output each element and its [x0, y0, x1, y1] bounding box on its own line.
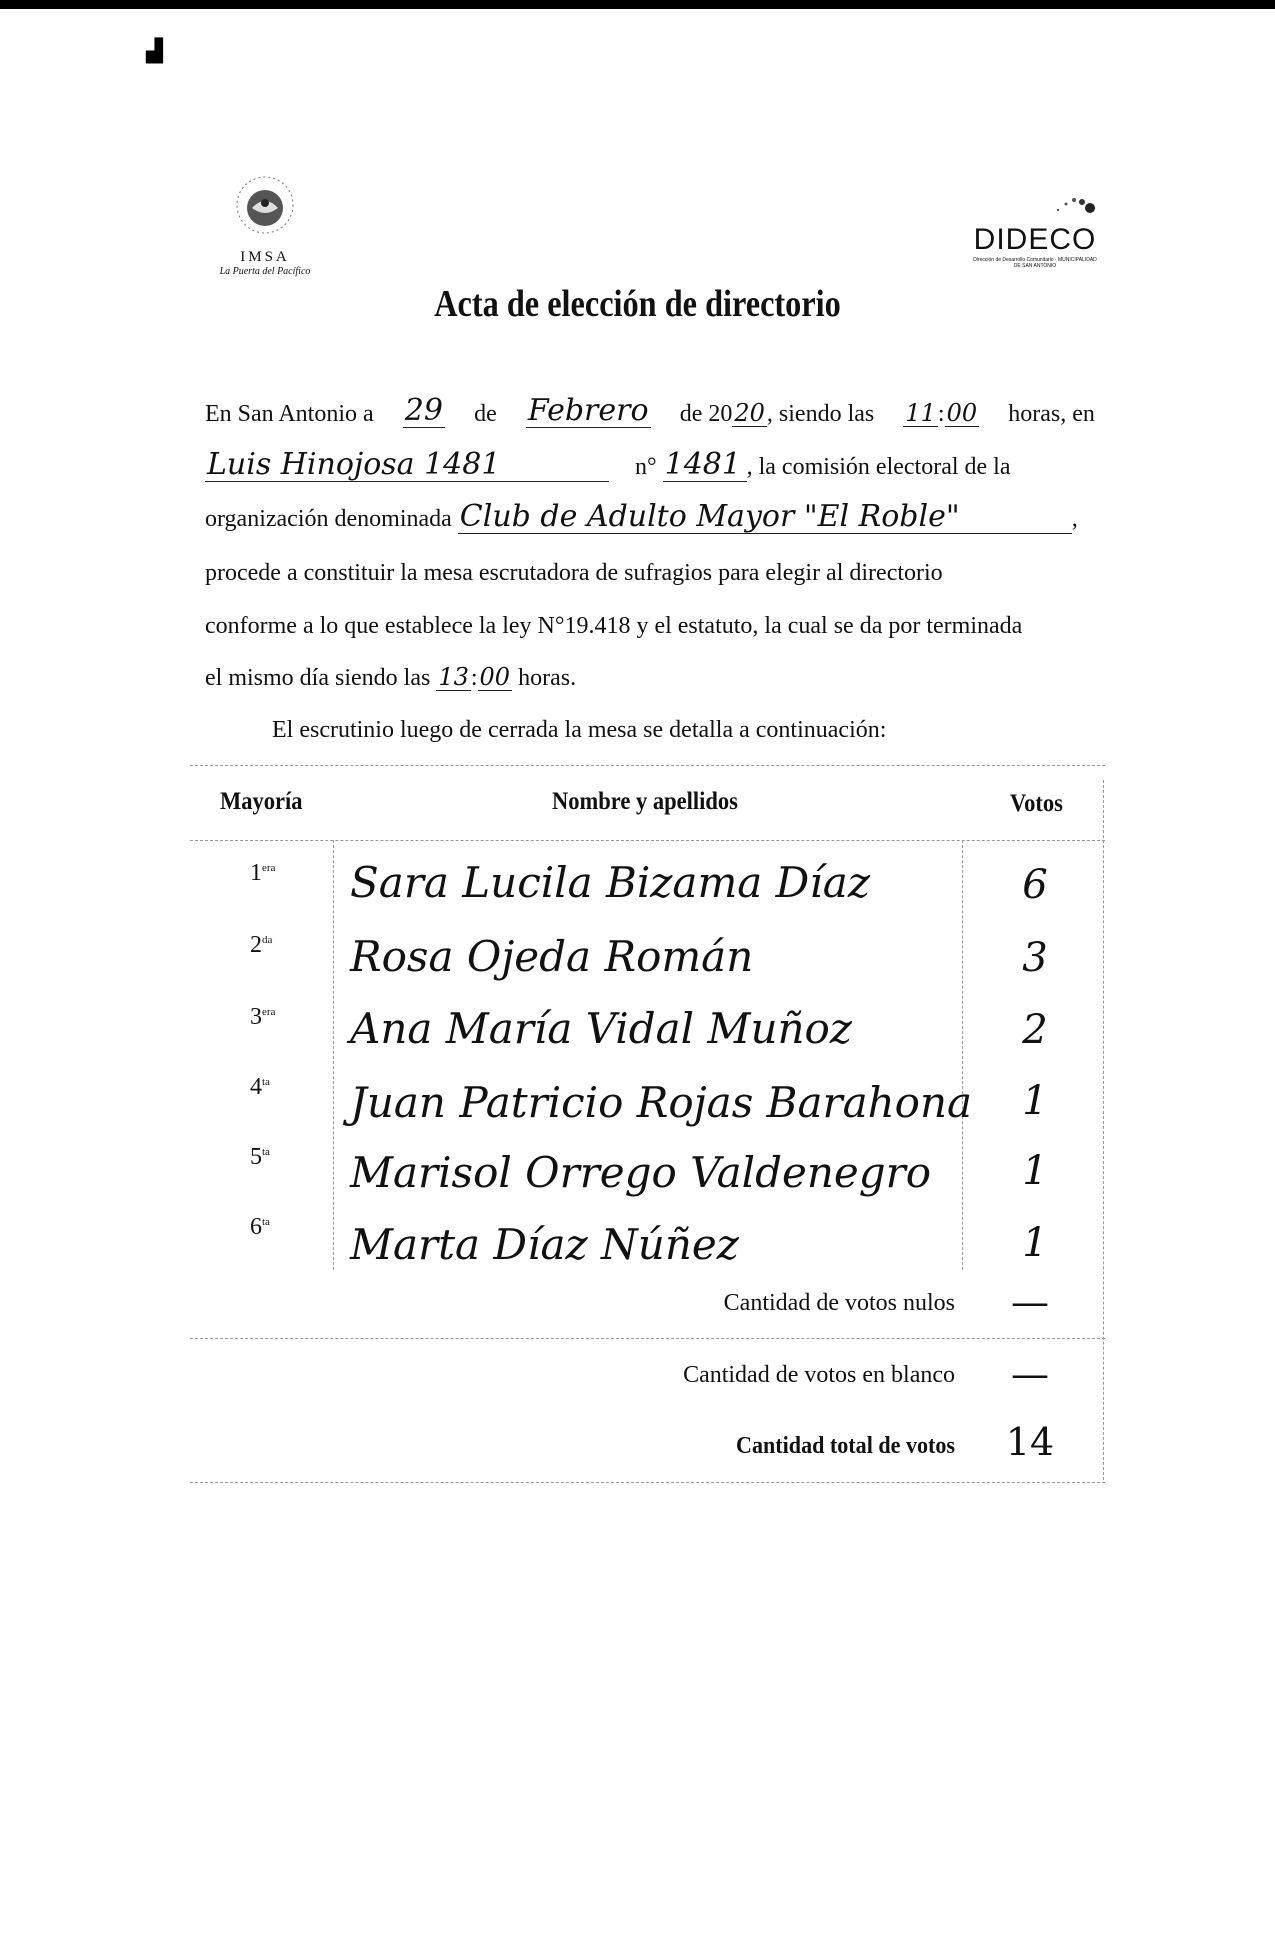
row-rank: $4^{ta}$ [250, 1074, 270, 1100]
dideco-subtitle: Dirección de Desarrollo Comunitario · MUNICIPALIDAD DE SAN ANTONIO [973, 257, 1097, 269]
page-title: Acta de elección de directorio [434, 283, 841, 325]
start-hour-field: 11 [905, 399, 936, 427]
row-rank: $6^{ta}$ [250, 1214, 270, 1240]
row-rank: $1^{era}$ [250, 860, 276, 886]
candidate-name: Juan Patricio Rojas Barahona [350, 1078, 973, 1127]
candidate-votes: 1 [1022, 1220, 1048, 1266]
scan-mark: ▟ [146, 38, 163, 63]
month-field: Febrero [527, 393, 649, 428]
candidate-votes: 3 [1022, 935, 1048, 981]
paragraph-line-6: el mismo día siendo las 13:00 horas. [205, 663, 577, 691]
header-rank: Mayoría [220, 788, 303, 815]
municipal-motto: La Puerta del Pacífico [219, 266, 311, 277]
top-border [0, 0, 1275, 9]
candidate-votes: 6 [1022, 862, 1048, 908]
row-rank: $3^{era}$ [250, 1004, 276, 1030]
paragraph-line-4: procede a constituir la mesa escrutadora de sufragios para elegir al directorio [205, 560, 943, 586]
null-votes-label: Cantidad de votos nulos [723, 1290, 955, 1316]
start-minute-field: 00 [946, 399, 978, 427]
candidate-votes: 1 [1022, 1078, 1048, 1124]
municipal-name: IMSA [240, 249, 290, 265]
end-minute-field: 00 [479, 663, 511, 691]
organization-name-field: Club de Adulto Mayor "El Roble" [458, 500, 1072, 534]
day-field: 29 [404, 393, 443, 428]
municipal-logo [200, 170, 330, 280]
end-hour-field: 13 [438, 663, 469, 691]
null-votes-value: — [1011, 1280, 1049, 1324]
candidate-name: Rosa Ojeda Román [350, 932, 754, 981]
paragraph-line-5: conforme a lo que establece la ley N°19.418 y el estatuto, la cual se da por terminada [205, 613, 1023, 639]
candidate-name: Ana María Vidal Muñoz [350, 1004, 852, 1053]
dideco-name: DIDECO [973, 223, 1097, 256]
candidate-name: Marta Díaz Núñez [350, 1220, 739, 1269]
dideco-dots-icon [970, 190, 1100, 218]
number-field: 1481 [663, 448, 747, 482]
candidate-votes: 2 [1022, 1007, 1048, 1053]
blank-votes-value: — [1011, 1352, 1049, 1396]
dideco-logo [970, 190, 1100, 270]
candidate-votes: 1 [1022, 1148, 1048, 1194]
municipal-emblem-icon [200, 170, 330, 240]
candidate-name: Marisol Orrego Valdenegro [350, 1148, 931, 1197]
paragraph-line-7: El escrutinio luego de cerrada la mesa se detalla a continuación: [272, 717, 887, 743]
header-votes: Votos [1010, 790, 1063, 817]
table-bottom-border [190, 1482, 1105, 1483]
total-votes-label: Cantidad total de votos [736, 1433, 955, 1459]
paragraph-line-1: En San Antonio a 29 de Febrero de 2020, siendo las 11:00 horas, en [205, 393, 1095, 428]
header-name: Nombre y apellidos [552, 788, 738, 815]
total-votes-value: 14 [1005, 1420, 1055, 1464]
table-divider [190, 1338, 1105, 1339]
table-column-divider [962, 840, 963, 1270]
blank-votes-label: Cantidad de votos en blanco [683, 1362, 955, 1388]
paragraph-line-2: Luis Hinojosa 1481 n° 1481 , la comisión electoral de la [207, 447, 1011, 482]
table-header-divider [190, 840, 1105, 841]
row-rank: $2^{da}$ [250, 932, 273, 958]
year-field: 20 [734, 399, 765, 427]
table-column-divider [333, 840, 334, 1270]
paragraph-line-3: organización denominada Club de Adulto Mayor "El Roble" , [205, 499, 1078, 534]
table-top-border [190, 765, 1105, 766]
row-rank: $5^{ta}$ [250, 1144, 270, 1170]
address-field: Luis Hinojosa 1481 [205, 448, 609, 482]
table-right-border [1103, 780, 1104, 1480]
candidate-name: Sara Lucila Bizama Díaz [350, 858, 870, 907]
